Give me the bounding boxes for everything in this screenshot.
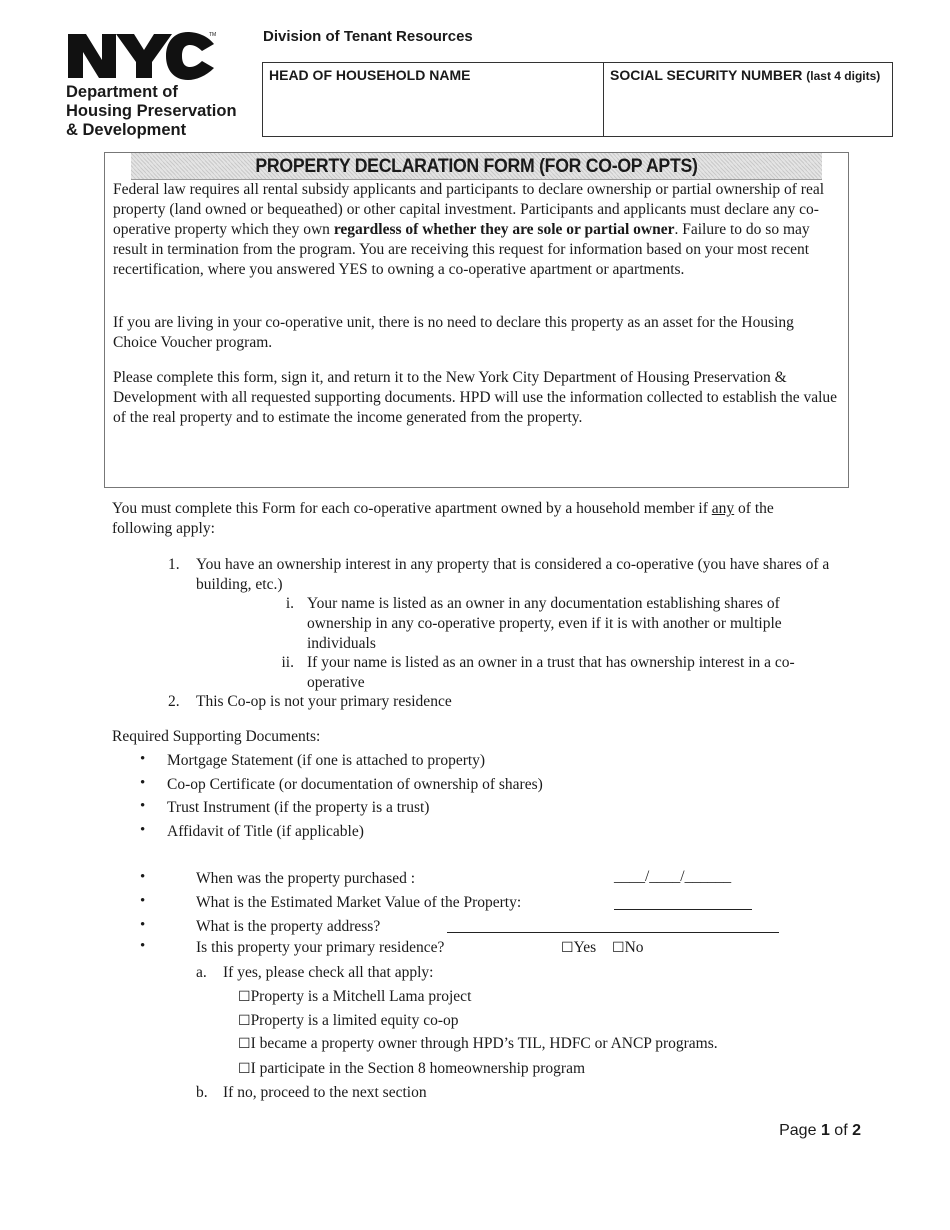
- yes-option[interactable]: [561, 938, 596, 958]
- checkbox-icon[interactable]: ☐: [238, 1036, 251, 1052]
- bullet-icon: •: [140, 822, 146, 838]
- dept-line: Housing Preservation: [66, 102, 237, 120]
- bullet-icon: •: [140, 775, 146, 791]
- no-option[interactable]: [612, 938, 644, 958]
- sub-a-label: a.: [196, 964, 207, 981]
- checkbox-icon[interactable]: ☐: [238, 1013, 251, 1029]
- required-doc-item: Trust Instrument (if the property is a trust): [167, 799, 430, 816]
- required-doc-item: Affidavit of Title (if applicable): [167, 823, 364, 840]
- checkbox-icon[interactable]: ☐: [612, 940, 625, 956]
- ssn-field[interactable]: [604, 63, 892, 136]
- condition-1-text: You have an ownership interest in any property that is considered a co-operative (you have shares of a building, etc.): [196, 556, 830, 593]
- condition-2-number: 2.: [168, 693, 180, 710]
- header-fields-table: [262, 62, 893, 137]
- checkbox-icon[interactable]: ☐: [561, 940, 574, 956]
- dept-line: Department of: [66, 83, 178, 101]
- option-label: I became a property owner through HPD’s TIL, HDFC or ANCP programs.: [250, 1035, 718, 1052]
- yes-label: Yes: [573, 939, 597, 956]
- page-number: [779, 1122, 861, 1140]
- option-mitchell-lama[interactable]: [238, 987, 471, 1007]
- checkbox-icon[interactable]: ☐: [238, 989, 251, 1005]
- ssn-label-note: (last 4 digits): [806, 69, 881, 83]
- ssn-label: SOCIAL SECURITY NUMBER: [610, 67, 803, 83]
- address-question: What is the property address?: [196, 918, 381, 935]
- purchase-date-blank[interactable]: ____/____/______: [614, 868, 732, 885]
- option-hpd-programs[interactable]: [238, 1034, 718, 1054]
- subcondition-ii-text: If your name is listed as an owner in a trust that has ownership interest in a co-operative: [307, 654, 795, 691]
- page-word: Page: [779, 1122, 817, 1139]
- option-limited-equity[interactable]: [238, 1011, 458, 1031]
- market-value-question: What is the Estimated Market Value of the Property:: [196, 894, 522, 911]
- bullet-icon: •: [140, 893, 146, 909]
- box-paragraph-1-text-end: . Failure to do so may result in termination from the program. You are receiving this request for information based on your most recent recertification, where you answered YES to owning a co-operative apartment or apartments.: [113, 221, 810, 278]
- head-of-household-field[interactable]: [263, 63, 604, 136]
- head-of-household-label: HEAD OF HOUSEHOLD NAME: [269, 67, 471, 83]
- box-paragraph-1-bold: regardless of whether they are sole or partial owner: [333, 221, 675, 238]
- market-value-input-line[interactable]: [614, 909, 752, 910]
- subcondition-i-number: i.: [285, 595, 294, 612]
- checkbox-icon[interactable]: ☐: [238, 1061, 251, 1077]
- condition-1-number: 1.: [168, 556, 180, 573]
- intro-text-underlined: any: [711, 500, 735, 517]
- no-label: No: [624, 939, 644, 956]
- purchase-date-question: When was the property purchased :: [196, 870, 416, 887]
- sub-b-label: b.: [196, 1084, 208, 1101]
- subcondition-ii-number: ii.: [281, 654, 294, 671]
- bullet-icon: •: [140, 869, 146, 885]
- dept-line: & Development: [66, 121, 187, 139]
- option-section-8[interactable]: [238, 1059, 585, 1079]
- department-name: [66, 83, 237, 140]
- box-paragraph-1: [113, 180, 838, 280]
- page-current: 1: [820, 1122, 830, 1139]
- bullet-icon: •: [140, 798, 146, 814]
- declaration-box: [104, 152, 849, 488]
- sub-a-text: If yes, please check all that apply:: [223, 964, 434, 981]
- primary-residence-question: Is this property your primary residence?: [196, 939, 445, 956]
- page-total: 2: [852, 1122, 861, 1139]
- bullet-icon: •: [140, 938, 146, 954]
- division-title: Division of Tenant Resources: [263, 28, 473, 45]
- nyc-logo-graphic: [66, 30, 216, 82]
- svg-text:TM: TM: [209, 32, 216, 38]
- required-doc-item: Mortgage Statement (if one is attached to property): [167, 752, 486, 769]
- required-doc-item: Co-op Certificate (or documentation of ownership of shares): [167, 776, 543, 793]
- intro-text-a: You must complete this Form for each co-operative apartment owned by a household member if: [112, 500, 712, 517]
- required-docs-heading: Required Supporting Documents:: [112, 728, 321, 745]
- bullet-icon: •: [140, 917, 146, 933]
- form-title: PROPERTY DECLARATION FORM (FOR CO-OP APTS): [131, 153, 822, 180]
- option-label: Property is a limited equity co-op: [250, 1012, 459, 1029]
- condition-2-text: This Co-op is not your primary residence: [196, 693, 452, 710]
- intro-text: [112, 499, 832, 539]
- intro-text-b: of the following apply:: [112, 500, 774, 537]
- option-label: I participate in the Section 8 homeownership program: [250, 1060, 586, 1077]
- bullet-icon: •: [140, 751, 146, 767]
- subcondition-i-text: Your name is listed as an owner in any documentation establishing shares of ownership in any co-operative property, even if it is with another or multiple individuals: [307, 595, 782, 652]
- of-word: of: [834, 1122, 848, 1139]
- option-label: Property is a Mitchell Lama project: [250, 988, 472, 1005]
- box-paragraph-2: If you are living in your co-operative unit, there is no need to declare this property as an asset for the Housing Choice Voucher program.: [113, 314, 794, 351]
- nyc-logo: [66, 30, 216, 82]
- box-paragraph-1-text: Federal law requires all rental subsidy applicants and participants to declare ownership or partial ownership of real property (land owned or bequeathed) or other capital investment. Participants and applicants must declare any co-operative property which they own: [113, 181, 825, 238]
- address-input-line[interactable]: [447, 932, 779, 933]
- sub-b-text: If no, proceed to the next section: [223, 1084, 427, 1101]
- box-paragraph-3: Please complete this form, sign it, and return it to the New York City Department of Housing Preservation & Development with all requested supporting documents. HPD will use the information collected to establish the value of the real property and to estimate the income generated from the property.: [113, 369, 838, 426]
